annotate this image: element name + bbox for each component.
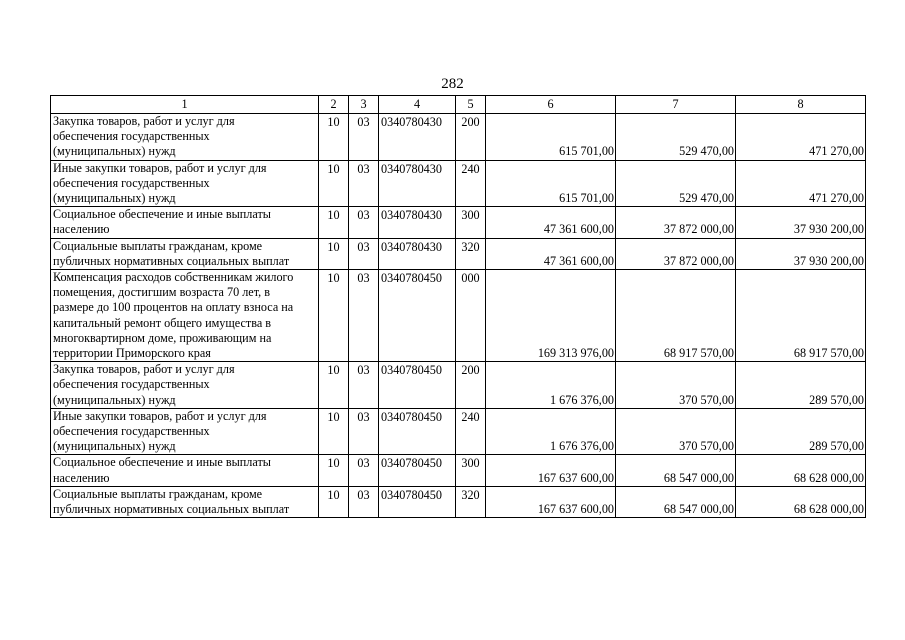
- expense-type-cell: 300: [456, 207, 486, 238]
- amount-year-3-cell: 37 930 200,00: [736, 238, 866, 269]
- target-code-cell: 0340780450: [379, 270, 456, 362]
- header-cell: 3: [349, 96, 379, 114]
- row-name-cell: [51, 207, 319, 238]
- row-name-line: многоквартирном доме, проживающим на: [53, 330, 272, 345]
- table-row: [51, 455, 866, 486]
- table-row: [51, 486, 866, 517]
- row-name-line: публичных нормативных социальных выплат: [53, 253, 290, 268]
- row-name-line: Закупка товаров, работ и услуг для: [53, 362, 235, 377]
- amount-year-2-cell: 68 547 000,00: [616, 455, 736, 486]
- expense-type-cell: 320: [456, 238, 486, 269]
- amount-year-2-cell: 529 470,00: [616, 114, 736, 161]
- table-header-row: [51, 96, 866, 114]
- budget-table: [50, 95, 866, 518]
- section-code-cell: 10: [319, 486, 349, 517]
- target-code-cell: 0340780450: [379, 486, 456, 517]
- row-name-line: Социальные выплаты гражданам, кроме: [53, 238, 263, 253]
- table-row: [51, 270, 866, 362]
- amount-year-3-cell: 68 628 000,00: [736, 455, 866, 486]
- amount-year-2-cell: 370 570,00: [616, 408, 736, 455]
- table-row: [51, 160, 866, 207]
- amount-year-3-cell: 68 917 570,00: [736, 270, 866, 362]
- amount-year-1-cell: 47 361 600,00: [486, 238, 616, 269]
- header-cell: 6: [486, 96, 616, 114]
- amount-year-2-cell: 370 570,00: [616, 362, 736, 409]
- row-name-line: помещения, достигшим возраста 70 лет, в: [53, 285, 270, 300]
- header-cell: 4: [379, 96, 456, 114]
- subsection-code-cell: 03: [349, 270, 379, 362]
- amount-year-3-cell: 289 570,00: [736, 408, 866, 455]
- row-name-line: Иные закупки товаров, работ и услуг для: [53, 408, 267, 423]
- page-number: 282: [441, 76, 464, 92]
- amount-year-3-cell: 289 570,00: [736, 362, 866, 409]
- header-cell: 1: [51, 96, 319, 114]
- header-cell: 8: [736, 96, 866, 114]
- row-name-line: обеспечения государственных: [53, 424, 210, 439]
- subsection-code-cell: 03: [349, 408, 379, 455]
- amount-year-1-cell: 615 701,00: [486, 114, 616, 161]
- subsection-code-cell: 03: [349, 455, 379, 486]
- row-name-line: (муниципальных) нужд: [53, 144, 176, 159]
- row-name-cell: [51, 160, 319, 207]
- header-cell: 2: [319, 96, 349, 114]
- expense-type-cell: 200: [456, 362, 486, 409]
- expense-type-cell: 240: [456, 160, 486, 207]
- target-code-cell: 0340780450: [379, 362, 456, 409]
- amount-year-2-cell: 37 872 000,00: [616, 238, 736, 269]
- target-code-cell: 0340780450: [379, 408, 456, 455]
- subsection-code-cell: 03: [349, 114, 379, 161]
- row-name-line: Социальное обеспечение и иные выплаты: [53, 455, 271, 470]
- header-cell: 7: [616, 96, 736, 114]
- row-name-cell: [51, 238, 319, 269]
- target-code-cell: 0340780430: [379, 207, 456, 238]
- table-row: [51, 238, 866, 269]
- subsection-code-cell: 03: [349, 486, 379, 517]
- header-cell: 5: [456, 96, 486, 114]
- amount-year-1-cell: 167 637 600,00: [486, 455, 616, 486]
- row-name-cell: [51, 455, 319, 486]
- table-row: [51, 114, 866, 161]
- section-code-cell: 10: [319, 362, 349, 409]
- row-name-cell: [51, 486, 319, 517]
- subsection-code-cell: 03: [349, 362, 379, 409]
- section-code-cell: 10: [319, 160, 349, 207]
- row-name-line: публичных нормативных социальных выплат: [53, 502, 290, 517]
- row-name-line: Иные закупки товаров, работ и услуг для: [53, 160, 267, 175]
- expense-type-cell: 000: [456, 270, 486, 362]
- amount-year-1-cell: 1 676 376,00: [486, 362, 616, 409]
- target-code-cell: 0340780450: [379, 455, 456, 486]
- expense-type-cell: 200: [456, 114, 486, 161]
- row-name-line: (муниципальных) нужд: [53, 439, 176, 454]
- row-name-line: населению: [53, 222, 110, 237]
- section-code-cell: 10: [319, 114, 349, 161]
- section-code-cell: 10: [319, 238, 349, 269]
- amount-year-3-cell: 68 628 000,00: [736, 486, 866, 517]
- row-name-line: Закупка товаров, работ и услуг для: [53, 114, 235, 128]
- section-code-cell: 10: [319, 270, 349, 362]
- row-name-cell: [51, 114, 319, 161]
- section-code-cell: 10: [319, 408, 349, 455]
- amount-year-3-cell: 471 270,00: [736, 160, 866, 207]
- amount-year-1-cell: 169 313 976,00: [486, 270, 616, 362]
- amount-year-1-cell: 47 361 600,00: [486, 207, 616, 238]
- amount-year-3-cell: 37 930 200,00: [736, 207, 866, 238]
- amount-year-2-cell: 68 917 570,00: [616, 270, 736, 362]
- amount-year-1-cell: 1 676 376,00: [486, 408, 616, 455]
- subsection-code-cell: 03: [349, 207, 379, 238]
- amount-year-2-cell: 68 547 000,00: [616, 486, 736, 517]
- row-name-line: Социальное обеспечение и иные выплаты: [53, 207, 271, 222]
- row-name-line: населению: [53, 470, 110, 485]
- row-name-cell: [51, 362, 319, 409]
- target-code-cell: 0340780430: [379, 238, 456, 269]
- target-code-cell: 0340780430: [379, 114, 456, 161]
- table-row: [51, 207, 866, 238]
- table-row: [51, 362, 866, 409]
- amount-year-2-cell: 37 872 000,00: [616, 207, 736, 238]
- amount-year-2-cell: 529 470,00: [616, 160, 736, 207]
- row-name-cell: [51, 270, 319, 362]
- target-code-cell: 0340780430: [379, 160, 456, 207]
- expense-type-cell: 300: [456, 455, 486, 486]
- amount-year-1-cell: 615 701,00: [486, 160, 616, 207]
- section-code-cell: 10: [319, 455, 349, 486]
- table-row: [51, 408, 866, 455]
- row-name-line: Компенсация расходов собственникам жилого: [53, 270, 294, 285]
- section-code-cell: 10: [319, 207, 349, 238]
- row-name-line: обеспечения государственных: [53, 377, 210, 392]
- amount-year-3-cell: 471 270,00: [736, 114, 866, 161]
- row-name-line: капитальный ремонт общего имущества в: [53, 315, 272, 330]
- row-name-line: (муниципальных) нужд: [53, 191, 176, 206]
- amount-year-1-cell: 167 637 600,00: [486, 486, 616, 517]
- row-name-line: обеспечения государственных: [53, 175, 210, 190]
- row-name-line: размере до 100 процентов на оплату взноса на: [53, 300, 294, 315]
- row-name-line: обеспечения государственных: [53, 129, 210, 144]
- expense-type-cell: 240: [456, 408, 486, 455]
- row-name-cell: [51, 408, 319, 455]
- subsection-code-cell: 03: [349, 238, 379, 269]
- row-name-line: Социальные выплаты гражданам, кроме: [53, 486, 263, 501]
- subsection-code-cell: 03: [349, 160, 379, 207]
- expense-type-cell: 320: [456, 486, 486, 517]
- row-name-line: территории Приморского края: [53, 346, 211, 361]
- row-name-line: (муниципальных) нужд: [53, 392, 176, 407]
